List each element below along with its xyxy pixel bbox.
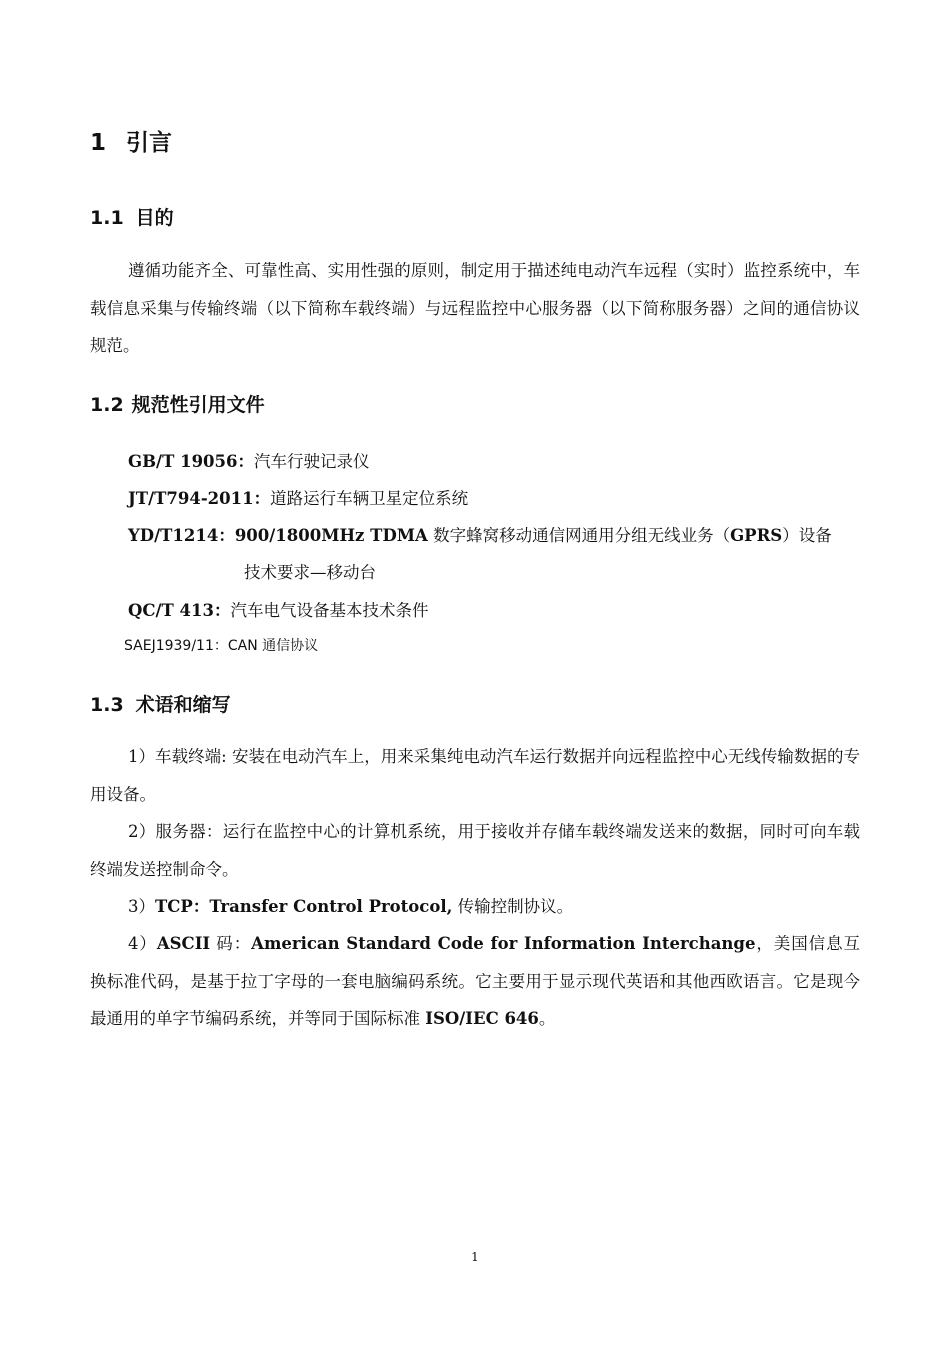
term-lead: 2）服务器：: [128, 822, 223, 841]
section-title: 目的: [135, 207, 174, 229]
term-lead: 4）: [128, 934, 157, 953]
reference-item: [124, 635, 318, 655]
reference-title: 汽车电气设备基本技术条件: [230, 601, 429, 620]
reference-item: [128, 485, 468, 509]
reference-term: GPRS: [730, 526, 783, 545]
reference-line: [128, 522, 860, 546]
reference-item: [128, 522, 860, 583]
section-title: 规范性引用文件: [131, 394, 265, 416]
reference-title-end: ）设备: [782, 526, 832, 545]
reference-continuation: 技术要求—移动台: [244, 563, 376, 582]
term-name: ASCII: [156, 934, 211, 953]
term-full-name: American Standard Code for Information Interchange: [251, 934, 756, 953]
reference-title: 数字蜂窝移动通信网通用分组无线业务（: [427, 526, 731, 545]
reference-code: GB/T 19056：: [128, 452, 254, 471]
term-item: [90, 738, 860, 813]
term-definition: 安装在电动汽车上，用来采集纯电动汽车运行数据并向远程监控中心无线传输数据的专用设备。: [90, 747, 860, 804]
term-definition: 传输控制协议。: [452, 897, 574, 916]
section-number: 1.1: [90, 207, 124, 229]
term-name: TCP：Transfer Control Protocol,: [155, 897, 453, 916]
page-number: 1: [471, 1250, 479, 1264]
term-standard: ISO/IEC 646: [425, 1009, 539, 1028]
section-title: 术语和缩写: [135, 694, 231, 716]
section-1-1-heading: [90, 203, 174, 230]
term-definition: ，美国信息互换标准代码，是基于拉丁字母的一套电脑编码系统。它主要用于显示现代英语和其他西欧语言。它是现今最通用的单字节编码系统，并等同于国际标准: [90, 934, 860, 1028]
term-lead: 3）: [128, 897, 155, 916]
section-1-2-heading: [90, 390, 265, 417]
term-suffix: 码：: [210, 934, 252, 953]
term-item: [90, 888, 860, 926]
term-item: [90, 813, 860, 888]
reference-title: 通信协议: [257, 638, 319, 654]
purpose-paragraph: 遵循功能齐全、可靠性高、实用性强的原则，制定用于描述纯电动汽车远程（实时）监控系统中，车载信息采集与传输终端（以下简称车载终端）与远程监控中心服务器（以下简称服务器）之间的通信协议规范。: [90, 261, 860, 355]
section-1-3-heading: [90, 690, 231, 717]
term-end: 。: [538, 1009, 556, 1028]
section-number: 1: [90, 130, 107, 156]
reference-code: QC/T 413：: [128, 601, 231, 620]
section-number: 1.3: [90, 694, 124, 716]
section-title: 引言: [126, 130, 172, 156]
reference-item: [128, 448, 370, 472]
section-1-heading: [90, 124, 172, 157]
term-item: [90, 925, 860, 1038]
reference-title: 汽车行驶记录仪: [254, 452, 370, 471]
reference-item: [128, 597, 429, 621]
section-number: 1.2: [90, 394, 124, 416]
term-definition: 运行在监控中心的计算机系统，用于接收并存储车载终端发送来的数据，同时可向车载终端发送控制命令。: [90, 822, 861, 879]
term-lead: 1）车载终端:: [128, 747, 232, 766]
reference-code: JT/T794-2011：: [128, 489, 271, 508]
reference-code: SAEJ1939/11：CAN: [124, 638, 258, 654]
reference-title: 道路运行车辆卫星定位系统: [270, 489, 469, 508]
reference-code: YD/T1214：900/1800MHz TDMA: [128, 526, 428, 545]
